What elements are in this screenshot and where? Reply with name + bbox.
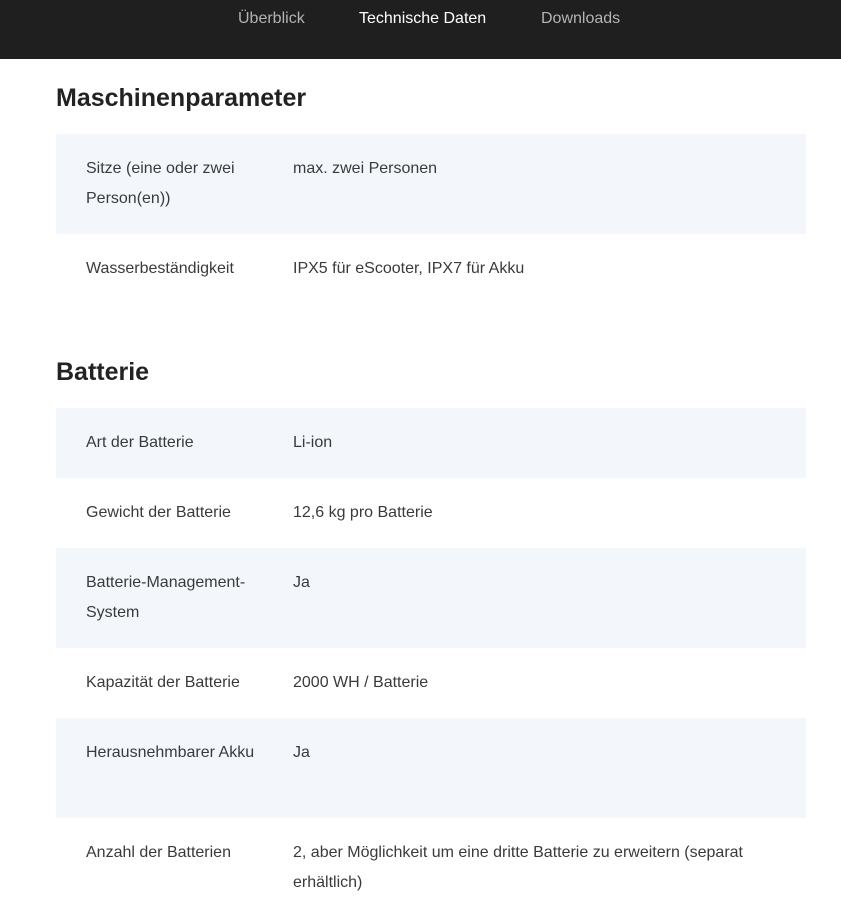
table-row — [56, 818, 806, 918]
spec-value: max. zwei Personen — [293, 160, 438, 177]
tab-overview[interactable]: Überblick — [238, 10, 305, 27]
top-navigation — [0, 0, 841, 59]
spec-label: Anzahl der Batterien — [86, 844, 231, 861]
table-row — [56, 648, 806, 718]
table-row — [56, 718, 806, 818]
spec-value: 2000 WH / Batterie — [293, 674, 429, 691]
section-title-battery: Batterie — [56, 358, 150, 386]
spec-label: Batterie-Management-System — [86, 574, 246, 621]
spec-value: Li-ion — [293, 434, 333, 451]
spec-table-machine-parameters — [56, 134, 806, 304]
spec-value: 12,6 kg pro Batterie — [293, 504, 433, 521]
section-title-machine-parameters: Maschinenparameter — [56, 84, 307, 112]
table-row — [56, 408, 806, 478]
tab-technical-data[interactable]: Technische Daten — [359, 10, 487, 27]
spec-label: Sitze (eine oder zwei Person(en)) — [86, 160, 235, 207]
spec-label: Art der Batterie — [86, 434, 194, 451]
table-row — [56, 548, 806, 648]
spec-label: Herausnehmbarer Akku — [86, 744, 255, 761]
table-row — [56, 234, 806, 304]
table-row — [56, 478, 806, 548]
table-row — [56, 134, 806, 234]
spec-label: Wasserbeständigkeit — [86, 260, 234, 277]
spec-label: Gewicht der Batterie — [86, 504, 231, 521]
spec-value: Ja — [293, 744, 310, 761]
spec-value: IPX5 für eScooter, IPX7 für Akku — [293, 260, 525, 277]
tab-downloads[interactable]: Downloads — [541, 10, 621, 27]
spec-label: Kapazität der Batterie — [86, 674, 240, 691]
spec-value: Ja — [293, 574, 310, 591]
spec-value: 2, aber Möglichkeit um eine dritte Batterie zu erweitern (separat erhältlich) — [293, 844, 743, 891]
spec-table-battery — [56, 408, 806, 918]
